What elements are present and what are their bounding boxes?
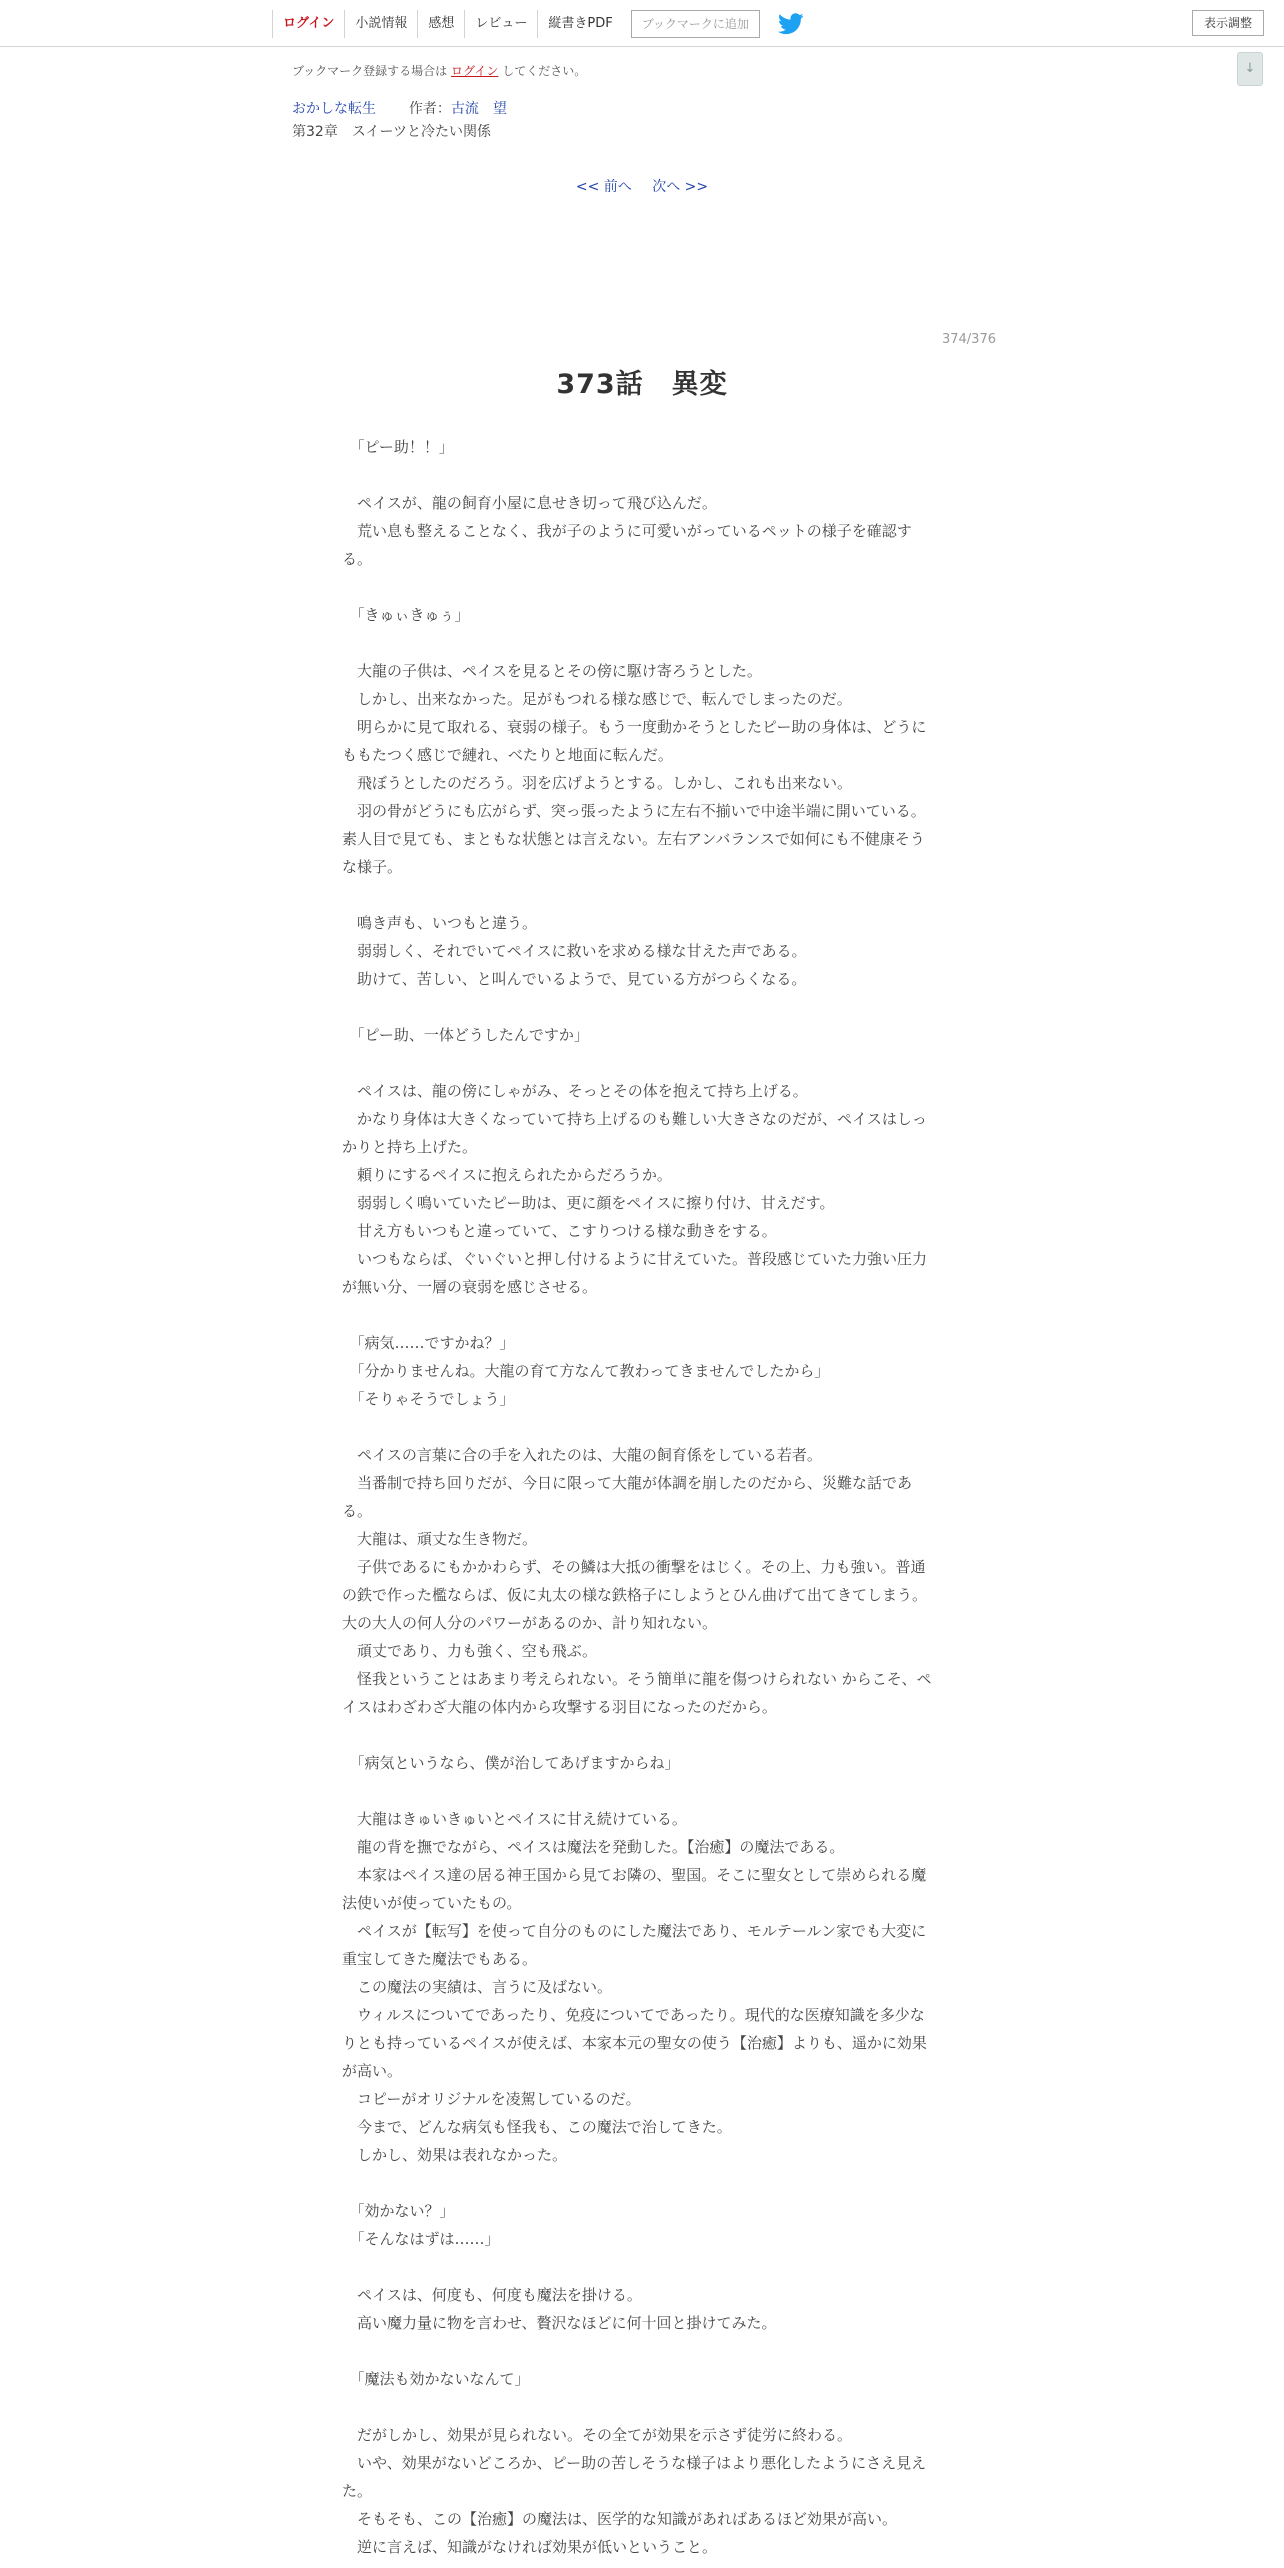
nav-impressions[interactable]: 感想 — [417, 10, 464, 38]
nav-review[interactable]: レビュー — [464, 10, 537, 38]
twitter-icon[interactable] — [778, 13, 804, 35]
scroll-down-button[interactable]: ↓ — [1237, 52, 1263, 86]
prev-episode-link[interactable]: << 前へ — [575, 179, 632, 195]
novel-title-link[interactable]: おかしな転生 — [292, 101, 376, 117]
nav-vertical-pdf[interactable]: 縦書きPDF — [537, 10, 622, 38]
bookmark-note-pre: ブックマーク登録する場合は — [292, 64, 448, 78]
episode-pager — [0, 176, 1284, 196]
next-episode-link[interactable]: 次へ >> — [652, 179, 709, 195]
nav-login[interactable]: ログイン — [272, 10, 344, 38]
novel-author-line — [292, 98, 507, 118]
add-bookmark-button[interactable]: ブックマークに追加 — [631, 10, 760, 38]
episode-title: 373話 異変 — [556, 369, 728, 400]
bookmark-login-note — [292, 62, 586, 79]
episode-counter: 374/376 — [941, 332, 996, 347]
top-navigation-bar — [0, 0, 1284, 47]
display-settings-button[interactable]: 表示調整 — [1192, 10, 1264, 36]
nav-novel-info[interactable]: 小説情報 — [344, 10, 417, 38]
chapter-title: 第32章 スイーツと冷たい関係 — [292, 124, 491, 140]
bookmark-login-link[interactable]: ログイン — [451, 64, 499, 78]
bookmark-note-post: してください。 — [502, 64, 587, 78]
author-label: 作者： — [408, 101, 451, 117]
author-link[interactable]: 古流 望 — [450, 101, 507, 117]
episode-body-text: 「ピー助！！」 ペイスが、龍の飼育小屋に息せき切って飛び込んだ。 荒い息も整えることなく、我が子のように可愛いがっているペットの様子を確認する。 「きゅぃきゅぅ」 大龍の子供は、ペイスを見るとその傍に駆け寄ろうとした。 しかし、出来なかった。足がもつれる様な感じで、転んでしまったのだ。 明らかに見て取れる、衰弱の様子。もう一度動かそうとしたピー助の身体は、どうにももたつく感じで縺れ、べたりと地面に転んだ。 飛ぼうとしたのだろう。羽を広げようとする。しかし、これも出来ない。 羽の骨がどうにも広がらず、突っ張ったように左右不揃いで中途半端に開いている。素人目で見ても、まともな状態とは言えない。左右アンバランスで如何にも不健康そうな様子。 鳴き声も、いつもと違う。 弱弱しく、それでいてペイスに救いを求める様な甘えた声である。 助けて、苦しい、と叫んでいるようで、見ている方がつらくなる。 「ピー助、一体どうしたんですか」 ペイスは、龍の傍にしゃがみ、そっとその体を抱えて持ち上げる。 かなり身体は大きくなっていて持ち上げるのも難しい大きさなのだが、ペイスはしっかりと持ち上げた。 頼りにするペイスに抱えられたからだろうか。 弱弱しく鳴いていたピー助は、更に顔をペイスに擦り付け、甘えだす。 甘え方もいつもと違っていて、こすりつける様な動きをする。 いつもならば、ぐいぐいと押し付けるように甘えていた。普段感じていた力強い圧力が無い分、一層の衰弱を感じさせる。 「病気……ですかね？」 「分かりませんね。大龍の育て方なんて教わってきませんでしたから」 「そりゃそうでしょう」 ペイスの言葉に合の手を入れたのは、大龍の飼育係をしている若者。 当番制で持ち回りだが、今日に限って大龍が体調を崩したのだから、災難な話である。 大龍は、頑丈な生き物だ。 子供であるにもかかわらず、その鱗は大抵の衝撃をはじく。その上、力も強い。普通の鉄で作った檻ならば、仮に丸太の様な鉄格子にしようとひん曲げて出てきてしまう。大の大人の何人分のパワーがあるのか、計り知れない。 頑丈であり、力も強く、空も飛ぶ。 怪我ということはあまり考えられない。そう簡単に龍を傷つけられない からこそ、ペイスはわざわざ大龍の体内から攻撃する羽目になったのだから。 「病気というなら、僕が治してあげますからね」 大龍はきゅいきゅいとペイスに甘え続けている。 龍の背を撫でながら、ペイスは魔法を発動した。【治癒】の魔法である。 本家はペイス達の居る神王国から見てお隣の、聖国。そこに聖女として崇められる魔法使いが使っていたもの。 ペイスが【転写】を使って自分のものにした魔法であり、モルテールン家でも大変に重宝してきた魔法でもある。 この魔法の実績は、言うに及ばない。 ウィルスについてであったり、免疫についてであったり。現代的な医療知識を多少なりとも持っているペイスが使えば、本家本元の聖女の使う【治癒】よりも、遥かに効果が高い。 コピーがオリジナルを凌駕しているのだ。 今まで、どんな病気も怪我も、この魔法で治してきた。 しかし、効果は表れなかった。 「効かない？」 「そんなはずは……」 ペイスは、何度も、何度も魔法を掛ける。 高い魔力量に物を言わせ、贅沢なほどに何十回と掛けてみた。 「魔法も効かないなんて」 だがしかし、効果が見られない。その全てが効果を示さず徒労に終わる。 いや、効果がないどころか、ピー助の苦しそうな様子はより悪化したようにさえ見えた。 そもそも、この【治癒】の魔法は、医学的な知識があればあるほど効果が高い。 逆に言えば、知識がなければ効果が低いということ。 — [342, 438, 932, 2556]
main-nav — [272, 9, 804, 39]
